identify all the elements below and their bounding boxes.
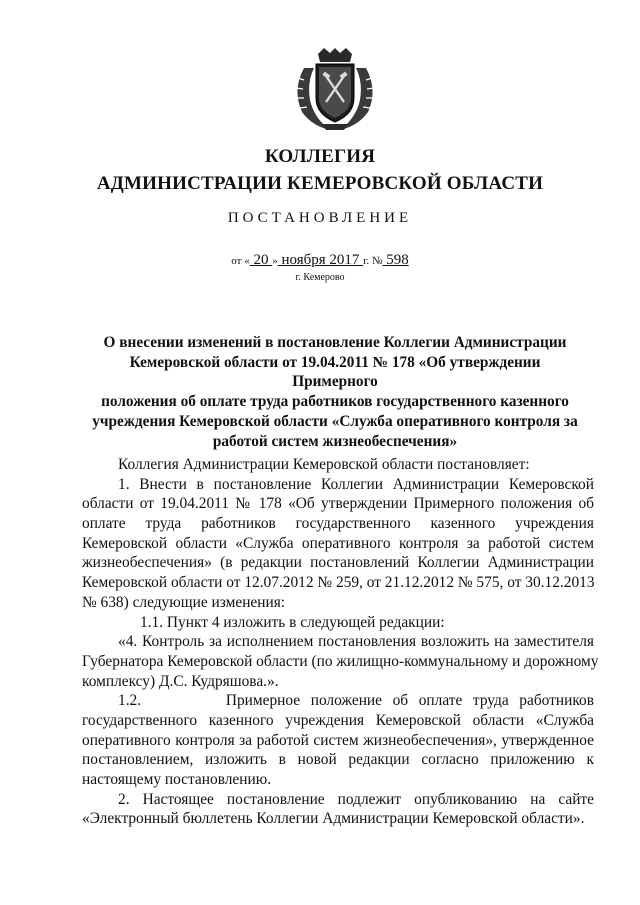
body-line: 1. Внести в постановление Коллегии Администрации Кемеровской <box>118 475 594 493</box>
document-subject <box>85 333 585 451</box>
subject-line: Кемеровской области от 19.04.2011 № 178 «Об утверждении Примерного <box>129 353 541 391</box>
body-line: Губернатора Кемеровской области (по жилищно-коммунальному и дорожному <box>82 652 599 670</box>
date-mid: » <box>272 255 278 267</box>
subject-line: положения об оплате труда работников государственного казенного <box>101 393 569 411</box>
body-line: оплате труда работников государственного казенного учреждения <box>82 515 594 533</box>
document-number: 598 <box>382 252 409 268</box>
kemerovo-coat-of-arms-icon <box>290 48 380 132</box>
body-line: «Электронный бюллетень Коллегии Администрации Кемеровской области». <box>82 810 585 828</box>
body-line: комплексу) Д.С. Кудряшова.». <box>82 672 279 690</box>
date-prefix: от « <box>231 255 250 267</box>
subject-line: работой систем жизнеобеспечения» <box>212 432 458 450</box>
date-line <box>0 252 640 269</box>
body-line: Кемеровской области «Служба оперативного контроля за работой систем <box>82 534 594 552</box>
body-line: Коллегия Администрации Кемеровской области постановляет: <box>118 456 530 473</box>
body-line: 1.2. Примерное положение об оплате труда работников <box>118 692 594 710</box>
body-line: оперативного контроля за работой систем жизнеобеспечения», утвержденное <box>82 731 594 749</box>
city: г. Кемерово <box>295 272 345 283</box>
body-line: области от 19.04.2011 № 178 «Об утверждении Примерного положения об <box>82 495 594 513</box>
org-title-line2: АДМИНИСТРАЦИИ КЕМЕРОВСКОЙ ОБЛАСТИ <box>96 173 544 194</box>
document-body <box>82 455 599 829</box>
body-line: жизнеобеспечения» (в редакции постановлений Коллегии Администрации <box>82 554 594 572</box>
body-line: № 638) следующие изменения: <box>82 593 286 611</box>
number-prefix: № <box>371 255 383 267</box>
body-line: постановлением, изложить в новой редакции согласно приложению к <box>82 751 594 769</box>
body-line: 2. Настоящее постановление подлежит опубликованию на сайте <box>118 790 594 808</box>
body-line: 1.1. Пункт 4 изложить в следующей редакции: <box>140 613 445 631</box>
body-line: настоящему постановлению. <box>82 771 272 788</box>
body-line: «4. Контроль за исполнением постановления возложить на заместителя <box>118 633 594 651</box>
date-month-year: ноября 2017 <box>277 252 364 268</box>
body-line: государственного казенного учреждения Кемеровской области «Служба <box>82 711 594 729</box>
subject-line: учреждения Кемеровской области «Служба оперативного контроля за <box>92 412 578 430</box>
document-type: ПОСТАНОВЛЕНИЕ <box>227 210 413 226</box>
subject-line: О внесении изменений в постановление Коллегии Администрации <box>103 334 567 351</box>
body-line: Кемеровской области от 12.07.2012 № 259, от 21.12.2012 № 575, от 30.12.2013 <box>82 574 595 592</box>
org-title-line1: КОЛЛЕГИЯ <box>264 146 376 167</box>
date-day: 20 <box>249 252 273 268</box>
date-year-suffix: г. <box>363 255 370 267</box>
